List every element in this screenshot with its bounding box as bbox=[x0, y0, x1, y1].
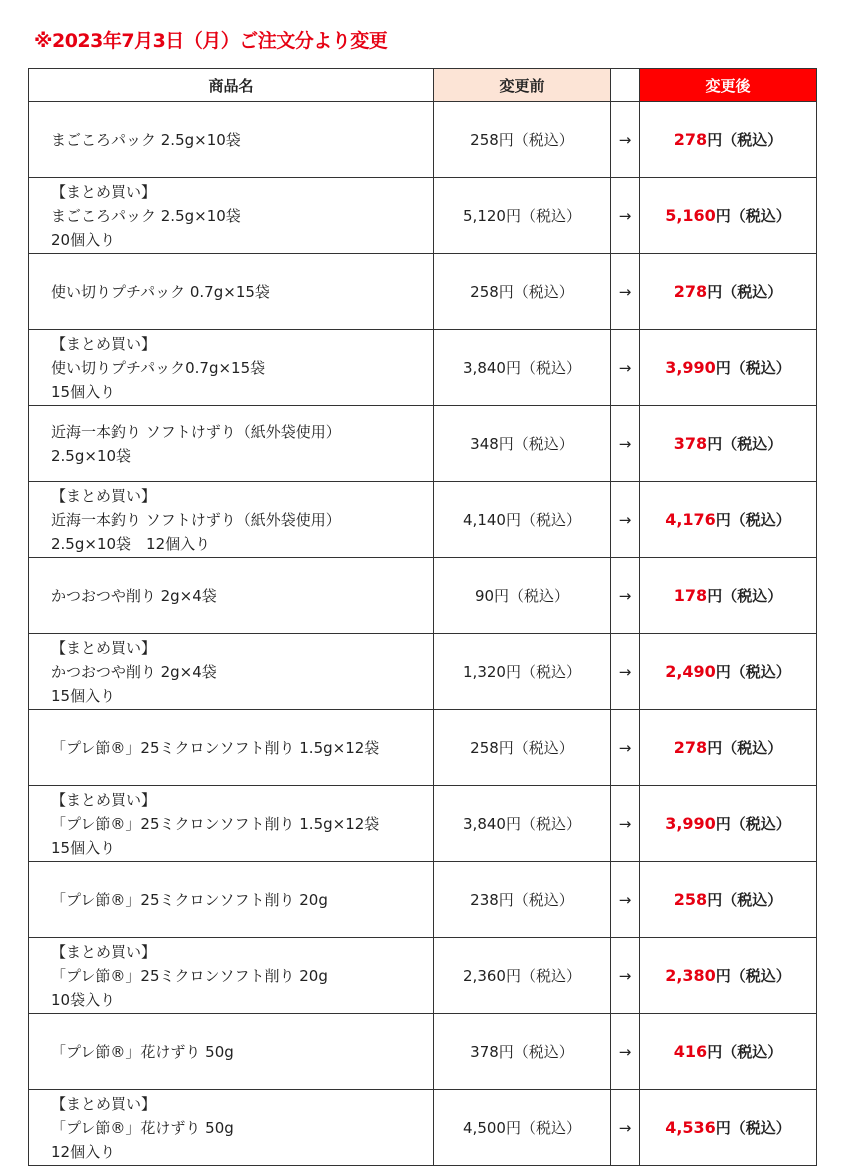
price-before-cell: 3,840円（税込） bbox=[434, 330, 611, 406]
price-after-amount: 278 bbox=[673, 738, 708, 757]
table-row bbox=[29, 482, 817, 558]
product-name-cell bbox=[29, 102, 434, 178]
table-row bbox=[29, 938, 817, 1014]
header-product-name: 商品名 bbox=[29, 69, 434, 102]
price-after-unit: 円（税込） bbox=[707, 435, 783, 453]
product-name-cell bbox=[29, 482, 434, 558]
price-after-amount: 3,990 bbox=[665, 358, 716, 377]
product-name-line: 「プレ節®」25ミクロンソフト削り 1.5g×12袋 bbox=[51, 738, 380, 757]
arrow-right-icon: → bbox=[611, 406, 640, 482]
price-after-unit: 円（税込） bbox=[707, 283, 783, 301]
price-after-unit: 円（税込） bbox=[707, 587, 783, 605]
product-name-line: かつおつや削り 2g×4袋 bbox=[51, 586, 217, 605]
price-after-cell bbox=[640, 710, 817, 786]
product-name-cell bbox=[29, 862, 434, 938]
product-name-line: 「プレ節®」25ミクロンソフト削り 1.5g×12袋 bbox=[51, 814, 380, 833]
price-before-cell: 348円（税込） bbox=[434, 406, 611, 482]
arrow-right-icon: → bbox=[611, 938, 640, 1014]
arrow-right-icon: → bbox=[611, 102, 640, 178]
table-row bbox=[29, 786, 817, 862]
price-before-cell: 258円（税込） bbox=[434, 102, 611, 178]
product-name-line: 【まとめ買い】 bbox=[51, 942, 157, 961]
table-row bbox=[29, 862, 817, 938]
arrow-right-icon: → bbox=[611, 862, 640, 938]
price-change-table bbox=[28, 68, 817, 1166]
price-after-amount: 278 bbox=[673, 282, 708, 301]
price-after-cell bbox=[640, 862, 817, 938]
price-before-cell: 90円（税込） bbox=[434, 558, 611, 634]
arrow-right-icon: → bbox=[611, 178, 640, 254]
price-after-unit: 円（税込） bbox=[707, 131, 783, 149]
table-row bbox=[29, 710, 817, 786]
product-name-line: 近海一本釣り ソフトけずり（紙外袋使用） bbox=[51, 422, 341, 441]
product-name-cell bbox=[29, 330, 434, 406]
price-after-cell bbox=[640, 786, 817, 862]
price-after-cell bbox=[640, 1014, 817, 1090]
product-name-line: 15個入り bbox=[51, 838, 116, 857]
table-row bbox=[29, 102, 817, 178]
product-name-cell bbox=[29, 406, 434, 482]
arrow-right-icon: → bbox=[611, 254, 640, 330]
table-row bbox=[29, 558, 817, 634]
header-after-change: 変更後 bbox=[640, 69, 817, 102]
header-arrow bbox=[611, 69, 640, 102]
product-name-line: 2.5g×10袋 bbox=[51, 446, 132, 465]
price-after-amount: 178 bbox=[673, 586, 708, 605]
product-name-cell bbox=[29, 634, 434, 710]
product-name-cell bbox=[29, 558, 434, 634]
product-name-line: かつおつや削り 2g×4袋 bbox=[51, 662, 217, 681]
product-name-cell bbox=[29, 710, 434, 786]
price-after-cell bbox=[640, 634, 817, 710]
price-after-amount: 4,176 bbox=[665, 510, 716, 529]
product-name-line: まごころパック 2.5g×10袋 bbox=[51, 206, 241, 225]
price-after-cell bbox=[640, 938, 817, 1014]
table-row bbox=[29, 254, 817, 330]
product-name-line: 「プレ節®」花けずり 50g bbox=[51, 1118, 234, 1137]
product-name-line: 【まとめ買い】 bbox=[51, 638, 157, 657]
arrow-right-icon: → bbox=[611, 482, 640, 558]
price-after-amount: 278 bbox=[673, 130, 708, 149]
table-header-row bbox=[29, 69, 817, 102]
product-name-line: 「プレ節®」25ミクロンソフト削り 20g bbox=[51, 890, 328, 909]
product-name-line: 15個入り bbox=[51, 382, 116, 401]
arrow-right-icon: → bbox=[611, 634, 640, 710]
price-after-amount: 258 bbox=[673, 890, 708, 909]
product-name-line: 使い切りプチパック0.7g×15袋 bbox=[51, 358, 266, 377]
product-name-line: 12個入り bbox=[51, 1142, 116, 1161]
price-after-unit: 円（税込） bbox=[715, 511, 791, 529]
price-after-unit: 円（税込） bbox=[707, 891, 783, 909]
table-row bbox=[29, 406, 817, 482]
price-after-cell bbox=[640, 254, 817, 330]
product-name-line: 【まとめ買い】 bbox=[51, 1094, 157, 1113]
product-name-line: 使い切りプチパック 0.7g×15袋 bbox=[51, 282, 270, 301]
price-after-cell bbox=[640, 406, 817, 482]
product-name-line: 【まとめ買い】 bbox=[51, 790, 157, 809]
arrow-right-icon: → bbox=[611, 558, 640, 634]
price-before-cell: 258円（税込） bbox=[434, 254, 611, 330]
product-name-cell bbox=[29, 938, 434, 1014]
price-after-cell bbox=[640, 102, 817, 178]
price-after-unit: 円（税込） bbox=[715, 207, 791, 225]
product-name-line: 15個入り bbox=[51, 686, 116, 705]
arrow-right-icon: → bbox=[611, 1014, 640, 1090]
header-before-change: 変更前 bbox=[434, 69, 611, 102]
table-row bbox=[29, 330, 817, 406]
product-name-line: まごころパック 2.5g×10袋 bbox=[51, 130, 241, 149]
product-name-line: 【まとめ買い】 bbox=[51, 486, 157, 505]
table-row bbox=[29, 178, 817, 254]
price-before-cell: 3,840円（税込） bbox=[434, 786, 611, 862]
product-name-line: 10袋入り bbox=[51, 990, 116, 1009]
price-after-cell bbox=[640, 482, 817, 558]
product-name-line: 2.5g×10袋 12個入り bbox=[51, 534, 211, 553]
price-after-cell bbox=[640, 1090, 817, 1166]
arrow-right-icon: → bbox=[611, 1090, 640, 1166]
table-row bbox=[29, 634, 817, 710]
price-after-unit: 円（税込） bbox=[715, 815, 791, 833]
price-before-cell: 4,500円（税込） bbox=[434, 1090, 611, 1166]
price-after-amount: 2,380 bbox=[665, 966, 716, 985]
arrow-right-icon: → bbox=[611, 786, 640, 862]
product-name-line: 【まとめ買い】 bbox=[51, 334, 157, 353]
price-after-amount: 416 bbox=[673, 1042, 708, 1061]
arrow-right-icon: → bbox=[611, 710, 640, 786]
price-after-amount: 2,490 bbox=[665, 662, 716, 681]
price-after-unit: 円（税込） bbox=[707, 1043, 783, 1061]
arrow-right-icon: → bbox=[611, 330, 640, 406]
product-name-cell bbox=[29, 1090, 434, 1166]
price-change-notice: ※2023年7月3日（月）ご注文分より変更 bbox=[34, 30, 388, 52]
price-after-unit: 円（税込） bbox=[707, 739, 783, 757]
price-after-cell bbox=[640, 178, 817, 254]
price-before-cell: 378円（税込） bbox=[434, 1014, 611, 1090]
product-name-line: 「プレ節®」花けずり 50g bbox=[51, 1042, 234, 1061]
price-after-amount: 5,160 bbox=[665, 206, 716, 225]
product-name-line: 「プレ節®」25ミクロンソフト削り 20g bbox=[51, 966, 328, 985]
product-name-cell bbox=[29, 786, 434, 862]
price-after-unit: 円（税込） bbox=[715, 663, 791, 681]
price-after-unit: 円（税込） bbox=[715, 359, 791, 377]
price-after-cell bbox=[640, 330, 817, 406]
price-before-cell: 2,360円（税込） bbox=[434, 938, 611, 1014]
price-before-cell: 1,320円（税込） bbox=[434, 634, 611, 710]
price-after-unit: 円（税込） bbox=[715, 1119, 791, 1137]
product-name-line: 【まとめ買い】 bbox=[51, 182, 157, 201]
price-after-amount: 4,536 bbox=[665, 1118, 716, 1137]
table-row bbox=[29, 1090, 817, 1166]
product-name-line: 20個入り bbox=[51, 230, 116, 249]
price-before-cell: 238円（税込） bbox=[434, 862, 611, 938]
table-row bbox=[29, 1014, 817, 1090]
product-name-cell bbox=[29, 1014, 434, 1090]
price-after-unit: 円（税込） bbox=[715, 967, 791, 985]
price-before-cell: 258円（税込） bbox=[434, 710, 611, 786]
product-name-line: 近海一本釣り ソフトけずり（紙外袋使用） bbox=[51, 510, 341, 529]
price-after-amount: 3,990 bbox=[665, 814, 716, 833]
product-name-cell bbox=[29, 254, 434, 330]
price-after-amount: 378 bbox=[673, 434, 708, 453]
price-before-cell: 5,120円（税込） bbox=[434, 178, 611, 254]
price-after-cell bbox=[640, 558, 817, 634]
product-name-cell bbox=[29, 178, 434, 254]
price-before-cell: 4,140円（税込） bbox=[434, 482, 611, 558]
